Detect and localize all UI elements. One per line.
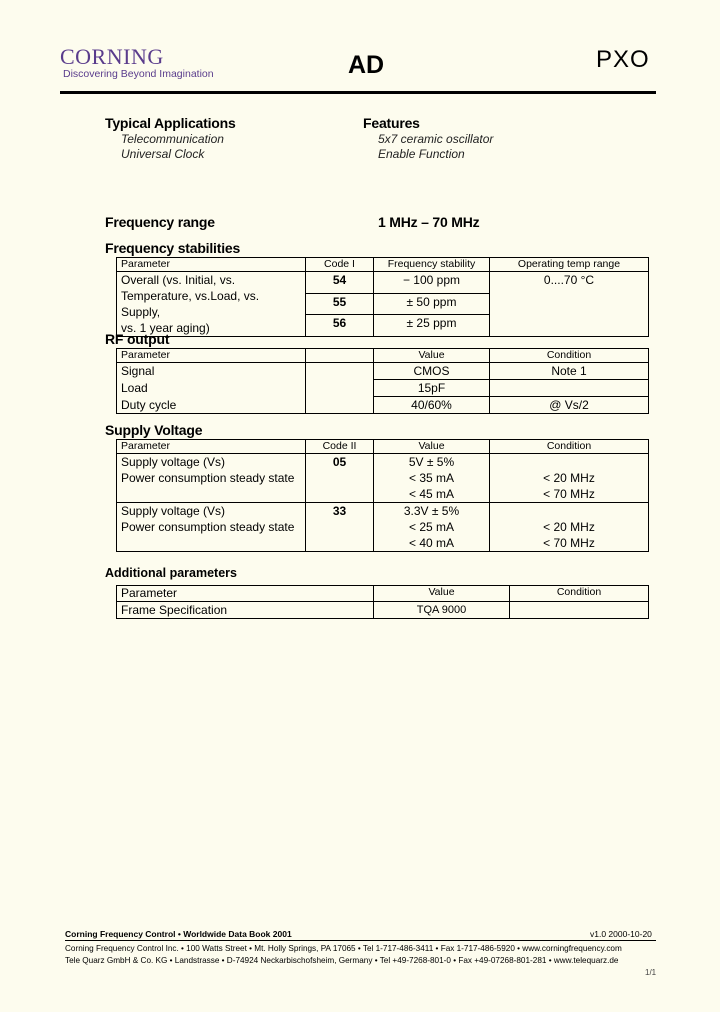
column-header: Frequency stability (374, 258, 490, 272)
condition-line: < 20 MHz (543, 471, 595, 485)
product-series-title: AD (348, 51, 385, 79)
supply-voltage-table (116, 439, 649, 552)
parameter-line: Supply voltage (Vs) (121, 455, 226, 469)
footer-divider (65, 940, 656, 941)
rf-output-table (116, 348, 649, 414)
column-header: Parameter (117, 258, 306, 272)
product-type-title: PXO (596, 46, 650, 73)
column-header: Parameter (117, 349, 306, 363)
stability-cell: − 100 ppm (374, 272, 490, 294)
corning-logo: CORNING (60, 44, 164, 69)
parameter-cell: Load (117, 380, 306, 397)
condition-line (494, 454, 644, 470)
table-row (117, 363, 649, 380)
condition-line: < 70 MHz (543, 536, 595, 550)
column-header: Condition (490, 349, 649, 363)
code-cell: 05 (306, 454, 374, 503)
condition-cell (490, 380, 649, 397)
value-cell (374, 454, 490, 503)
value-line: 5V ± 5% (408, 455, 455, 469)
additional-heading: Additional parameters (105, 566, 237, 580)
supply-voltage-heading: Supply Voltage (105, 422, 203, 438)
value-cell: 40/60% (374, 397, 490, 414)
value-line: < 35 mA (408, 471, 455, 485)
code-cell: 33 (306, 503, 374, 552)
value-line: < 40 mA (408, 536, 455, 550)
feature-item: 5x7 ceramic oscillator (378, 132, 494, 146)
column-header: Condition (490, 440, 649, 454)
footer-address-de: Tele Quarz GmbH & Co. KG • Landstrasse • D-74924 Neckarbischofsheim, Germany • Tel +49-7268-801-0 • Fax +49-07268-801-281 • www.telequarz.de (65, 956, 619, 965)
column-header: Value (374, 586, 510, 602)
parameter-line: vs. 1 year aging) (121, 321, 210, 335)
condition-cell (490, 503, 649, 552)
parameter-line: Temperature, vs.Load, vs. Supply, (121, 289, 260, 319)
parameter-cell (117, 503, 306, 552)
application-item: Telecommunication (121, 132, 224, 146)
column-header (306, 349, 374, 363)
parameter-line: Power consumption steady state (121, 520, 295, 534)
code-cell: 55 (306, 293, 374, 315)
stabilities-table (116, 257, 649, 337)
value-line: 3.3V ± 5% (403, 504, 460, 518)
code-cell: 56 (306, 315, 374, 337)
condition-cell: @ Vs/2 (490, 397, 649, 414)
column-header: Condition (510, 586, 649, 602)
table-row (117, 503, 649, 552)
table-row (117, 454, 649, 503)
value-cell: CMOS (374, 363, 490, 380)
stability-cell: ± 25 ppm (374, 315, 490, 337)
condition-line: < 20 MHz (543, 520, 595, 534)
table-row (117, 272, 649, 294)
column-header: Parameter (117, 440, 306, 454)
footer-version: v1.0 2000-10-20 (590, 929, 652, 939)
condition-line (494, 503, 644, 519)
logo-tagline: Discovering Beyond Imagination (63, 68, 214, 80)
value-line: < 45 mA (408, 487, 455, 501)
stability-cell: ± 50 ppm (374, 293, 490, 315)
footer-book-title: Corning Frequency Control • Worldwide Data Book 2001 (65, 929, 292, 939)
features-heading: Features (363, 115, 420, 131)
table-row (117, 602, 649, 619)
empty-code-cell (306, 363, 374, 414)
column-header: Value (374, 349, 490, 363)
parameter-line: Overall (vs. Initial, vs. (121, 273, 236, 287)
condition-cell (490, 454, 649, 503)
table-header-row (117, 258, 649, 272)
column-header: Parameter (117, 586, 374, 602)
frequency-range-label: Frequency range (105, 214, 215, 230)
table-row (117, 380, 649, 397)
application-item: Universal Clock (121, 147, 205, 161)
parameter-line: Supply voltage (Vs) (121, 504, 226, 518)
condition-cell: Note 1 (490, 363, 649, 380)
parameter-cell (117, 454, 306, 503)
value-cell: TQA 9000 (374, 602, 510, 619)
stability-parameter (117, 272, 306, 337)
footer-address-us: Corning Frequency Control Inc. • 100 Watts Street • Mt. Holly Springs, PA 17065 • Tel 1-717-486-3411 • Fax 1-717-486-5920 • www.corningfrequency.com (65, 944, 622, 953)
table-header-row (117, 349, 649, 363)
table-row (117, 397, 649, 414)
table-header-row (117, 440, 649, 454)
additional-table (116, 585, 649, 619)
parameter-cell: Signal (117, 363, 306, 380)
frequency-range-value: 1 MHz – 70 MHz (378, 214, 480, 230)
header-divider (60, 91, 656, 94)
stabilities-heading: Frequency stabilities (105, 240, 241, 256)
column-header: Code I (306, 258, 374, 272)
value-cell (374, 503, 490, 552)
applications-heading: Typical Applications (105, 115, 236, 131)
column-header: Code II (306, 440, 374, 454)
code-cell: 54 (306, 272, 374, 294)
feature-item: Enable Function (378, 147, 465, 161)
column-header: Operating temp range (490, 258, 649, 272)
condition-cell (510, 602, 649, 619)
column-header: Value (374, 440, 490, 454)
temp-range-cell: 0....70 °C (490, 272, 649, 337)
rf-output-heading: RF output (105, 331, 170, 347)
condition-line: < 70 MHz (543, 487, 595, 501)
value-line: < 25 mA (408, 520, 455, 534)
page-number: 1/1 (645, 968, 657, 977)
table-header-row (117, 586, 649, 602)
parameter-cell: Frame Specification (117, 602, 374, 619)
parameter-line: Power consumption steady state (121, 471, 295, 485)
value-cell: 15pF (374, 380, 490, 397)
parameter-cell: Duty cycle (117, 397, 306, 414)
